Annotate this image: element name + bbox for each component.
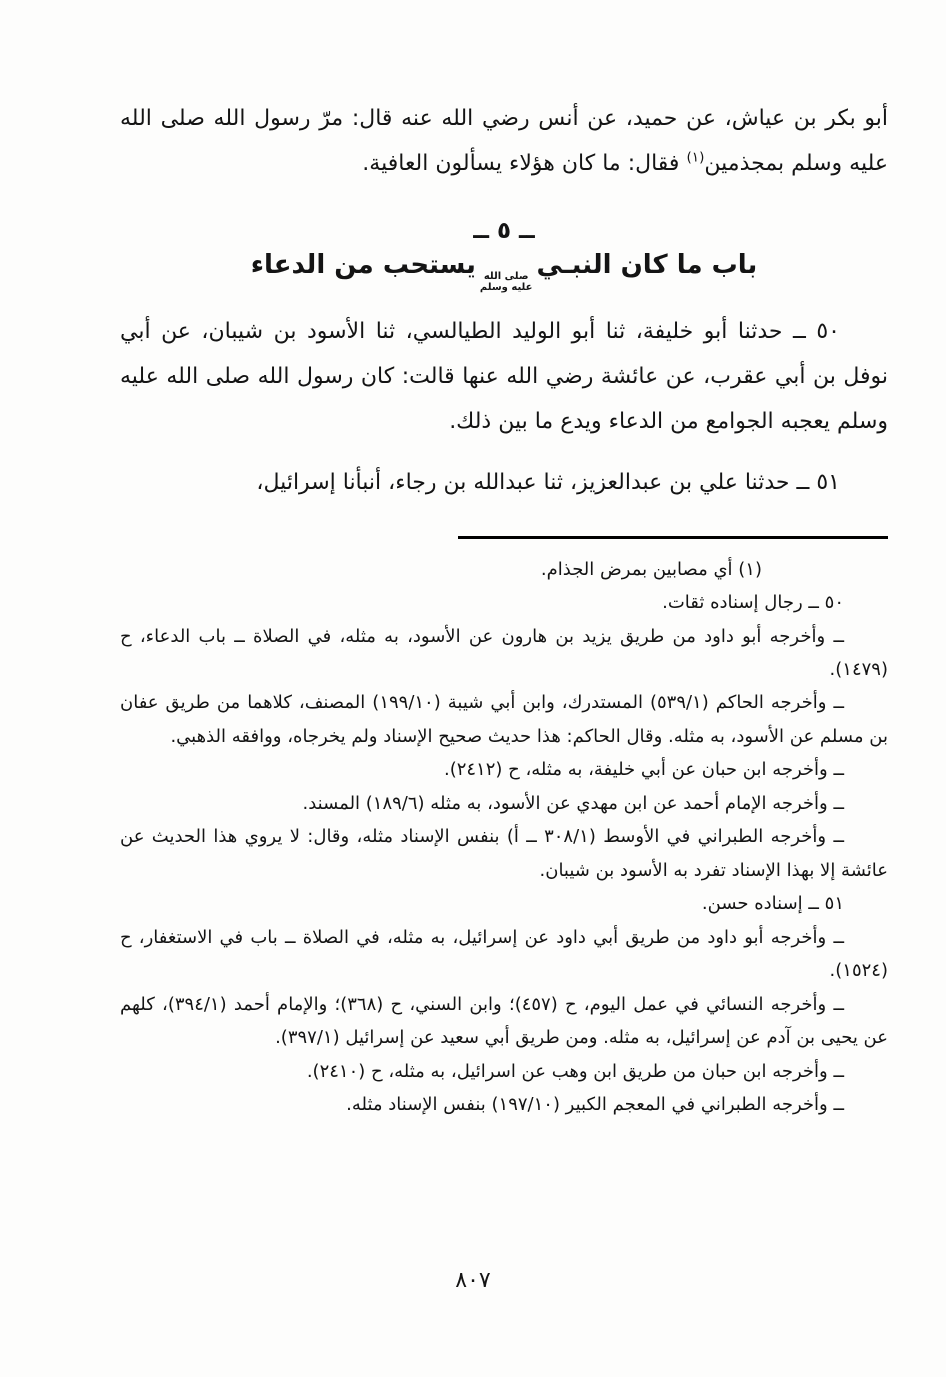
footnote-gloss-1: (١) أي مصابين بمرض الجذام.: [540, 558, 762, 580]
saw-calligraphy-symbol: [480, 271, 533, 293]
footnotes-section: [120, 553, 888, 1122]
footnote-entry-51: ٥١ ــ إسناده حسن.: [701, 893, 844, 915]
footnote-takhrij: ــ وأخرجه أبو داود من طريق أبي داود عن إسرائيل، به مثله، في الصلاة ــ باب في الاستغفار، ح (١٥٢٤).: [120, 926, 888, 982]
heading-text-pre: باب ما كان النبـي: [536, 250, 758, 281]
footnote-takhrij: ــ وأخرجه النسائي في عمل اليوم، ح (٤٥٧)؛ وابن السني، ح (٣٦٨)؛ والإمام أحمد (٣٩٤/١)، كلهم عن يحيى بن آدم عن إسرائيل، به مثله. ومن طريق أبي سعيد عن إسرائيل (٣٩٧/١).: [120, 993, 888, 1049]
section-number-marker: ــ ٥ ــ: [473, 218, 535, 245]
opening-text: أبو بكر بن عياش، عن حميد، عن أنس رضي الله عنه قال: مرّ رسول الله صلى الله عليه وسلم بمجذمين: [120, 106, 888, 177]
opening-text-continued: فقال: ما كان هؤلاء يسألون العافية.: [362, 151, 687, 177]
footnote-separator-rule: [458, 536, 888, 539]
page-number: ٨٠٧: [455, 1268, 491, 1293]
hadith-paragraph-50: ٥٠ ــ حدثنا أبو خليفة، ثنا أبو الوليد الطيالسي، ثنا الأسود بن شيبان، عن أبي نوفل بن أبي عقرب، عن عائشة رضي الله عنها قالت: كان رسول الله صلى الله عليه وسلم يعجبه الجوامع من الدعاء ويدع ما بين ذلك.: [120, 319, 888, 435]
saw-line-2: عليه وسلم: [479, 282, 533, 294]
footnote-takhrij: ــ وأخرجه ابن حبان من طريق ابن وهب عن اسرائيل، به مثله، ح (٢٤١٠).: [306, 1060, 844, 1082]
footnote-entry-50: ٥٠ ــ رجال إسناده ثقات.: [662, 592, 844, 614]
footnote-takhrij: ــ وأخرجه الحاكم (٥٣٩/١) المستدرك، وابن أبي شيبة (١٩٩/١٠) المصنف، كلاهما من طريق عفان بن مسلم عن الأسود، به مثله. وقال الحاكم: هذا حديث صحيح الإسناد ولم يخرجاه، ووافقه الذهبي.: [120, 692, 888, 747]
footnote-takhrij: ــ وأخرجه أبو داود من طريق يزيد بن هارون عن الأسود، به مثله، في الصلاة ــ باب الدعاء، ح (١٤٧٩).: [120, 625, 888, 680]
footnote-takhrij: ــ وأخرجه ابن حبان عن أبي خليفة، به مثله، ح (٢٤١٢).: [443, 759, 844, 781]
hadith-paragraph-51: ٥١ ــ حدثنا علي بن عبدالعزيز، ثنا عبدالله بن رجاء، أنبأنا إسرائيل،: [256, 470, 840, 496]
footnote-marker: (١): [686, 149, 705, 166]
opening-paragraph: [120, 96, 888, 186]
footnote-takhrij: ــ وأخرجه الإمام أحمد عن ابن مهدي عن الأسود، به مثله (١٨٩/٦) المسند.: [302, 792, 844, 814]
footnote-takhrij: ــ وأخرجه الطبراني في الأوسط (٣٠٨/١ ــ أ) بنفس الإسناد مثله، وقال: لا يروي هذا الحديث عن عائشة إلا بهذا الإسناد تفرد به الأسود بن شيبان.: [120, 826, 888, 881]
heading-text-post: يستحب من الدعاء: [250, 250, 476, 281]
footnote-takhrij: ــ وأخرجه الطبراني في المعجم الكبير (١٩٧/١٠) بنفس الإسناد مثله.: [346, 1094, 844, 1116]
chapter-heading: [120, 250, 888, 293]
saw-line-1: صلى الله: [483, 271, 529, 283]
